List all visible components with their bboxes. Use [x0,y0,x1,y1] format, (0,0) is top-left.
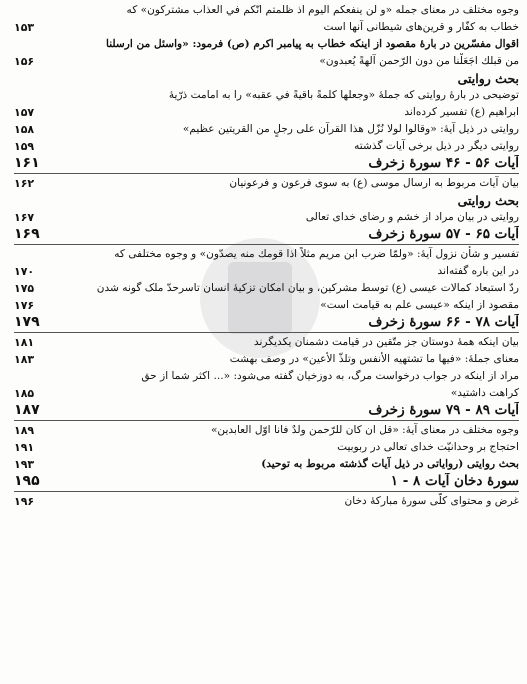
page-number: ۱۶۹ [14,226,40,242]
section-heading [14,314,519,331]
toc-entry [14,280,519,297]
heading-text: سورهٔ دخان آيات ۸ - ۱ [390,473,519,489]
page-number: ۱۹۱ [14,441,35,454]
toc-entry [14,263,519,280]
page-number: ۱۵۹ [14,140,35,153]
entry-title: ابراهيم (ع) تفسير كرده‌اند [404,106,519,118]
entry-title: غرض و محتوای كلّی سورهٔ مباركهٔ دخان [344,495,519,507]
entry-title: وجوه مختلف در معنای آيهٔ: «قل ان كان للرّحمن ولدٌ فانا اوّل العابدين» [210,424,519,436]
entry-title: روايتی ديگر در ذيل برخی آيات گذشته [354,140,519,152]
page-number: ۱۸۱ [14,336,35,349]
page-number: ۱۵۳ [14,21,35,34]
section-heading [14,192,519,209]
page-number: ۱۷۰ [14,265,35,278]
heading-text: بحث روايتی [457,193,519,208]
page-number: ۱۵۸ [14,123,35,136]
toc-entry [14,368,519,385]
entry-title: ردّ استبعاد كمالات عيسی (ع) توسط مشركين، و بيان امكان تزكيهٔ انسان تاسرحدّ ملک گونه شدن [96,282,519,294]
entry-title: بحث روايتی (رواياتی در ذيل آيات گذشته مربوط به توحيد) [261,458,519,470]
page-number: ۱۹۶ [14,495,35,508]
page-number: ۱۷۶ [14,299,35,312]
entry-title: مراد از اينكه در جواب درخواست مرگ، به دوزخيان گفته می‌شود: «... اكثر شما از حق [141,370,519,382]
page-number: ۱۸۹ [14,424,35,437]
page-number: ۱۸۷ [14,402,40,418]
toc-entry [14,385,519,402]
heading-text: آيات ۸۹ - ۷۹ سورهٔ زخرف [368,402,519,418]
divider [14,491,519,492]
page-number: ۱۶۷ [14,211,35,224]
heading-text: آيات ۶۵ - ۵۷ سورهٔ زخرف [368,226,519,242]
toc-entry [14,246,519,263]
divider [14,173,519,174]
toc-entry [14,19,519,36]
entry-title: اقوال مفسّرين در بارهٔ مقصود از اينكه خطاب به پيامبر اكرم (ص) فرمود: «واسئل من ارسلنا [106,38,519,50]
entry-title: بيان آيات مربوط به ارسال موسی (ع) به سوی فرعون و فرعونيان [229,177,519,189]
entry-title: روايتی در بيان مراد از خشم و رضای خدای تعالی [305,211,519,223]
page-number: ۱۸۳ [14,353,35,366]
divider [14,420,519,421]
toc-entry [14,351,519,368]
entry-title: معنای جملهٔ: «فيها ما تشتهيه الأنفس وتلذّ الأعين» در وصف بهشت [229,353,519,365]
section-heading [14,473,519,490]
entry-title: توضيحی در بارهٔ روايتی كه جملهٔ «وجعلها كلمةً باقيةً في عقبه» را به امامت ذرّيهٔ [168,89,519,101]
toc-entry [14,36,519,53]
heading-text: بحث روايتی [457,71,519,86]
page-number: ۱۶۲ [14,177,35,190]
toc-entry [14,138,519,155]
heading-text: آيات ۷۸ - ۶۶ سورهٔ زخرف [368,314,519,330]
toc-entry [14,334,519,351]
toc-entry [14,104,519,121]
divider [14,332,519,333]
entry-title: تفسير و شأن نزول آيهٔ: «ولمّا ضرب ابن مريم مثلاً اذا قومك منه يصدّون» و وجوه مختلفی كه [114,248,519,260]
entry-title: احتجاج بر وحدانيّت خدای تعالی در ربوبيت [337,441,519,453]
entry-title: مقصود از اينكه «عيسی علم به قيامت است» [320,299,519,311]
section-heading [14,402,519,419]
page-number: ۱۷۵ [14,282,35,295]
toc-entry [14,2,519,19]
toc-entry [14,87,519,104]
entry-title: خطاب به كفّار و قرين‌های شيطانی آنها است [323,21,519,33]
page-number: ۱۹۵ [14,473,40,489]
toc-entry [14,422,519,439]
toc-entry [14,209,519,226]
toc-entry [14,439,519,456]
toc-entry [14,175,519,192]
entry-title: من قبلك اجَعَلْنا من دون الرّحمن آلهةً يُعبدون» [319,55,519,67]
table-of-contents [14,2,519,510]
toc-entry [14,456,519,473]
entry-title: در اين باره گفته‌اند [437,265,519,277]
toc-entry [14,53,519,70]
toc-entry [14,493,519,510]
section-heading [14,70,519,87]
divider [14,244,519,245]
entry-title: كراهت داشتيد» [450,387,519,399]
entry-title: روايتی در ذيل آيهٔ: «وقالوا لولا نُزّل هذا القرآن على رجلٍ من القريتين عظيم» [182,123,519,135]
page-number: ۱۶۱ [14,155,40,171]
entry-title: بيان اينكه همهٔ دوستان جز متّقين در قيامت دشمنان يكديگرند [253,336,519,348]
section-heading [14,155,519,172]
toc-entry [14,297,519,314]
page-number: ۱۷۹ [14,314,40,330]
page-number: ۱۵۶ [14,55,35,68]
heading-text: آيات ۵۶ - ۴۶ سورهٔ زخرف [368,155,519,171]
page-number: ۱۹۳ [14,458,35,471]
entry-title: وجوه مختلف در معنای جمله «و لن ينفعكم اليوم اذ ظلمتم انّكم في العذاب مشتركون» كه [126,4,519,16]
page-number: ۱۵۷ [14,106,35,119]
section-heading [14,226,519,243]
page-number: ۱۸۵ [14,387,35,400]
toc-entry [14,121,519,138]
